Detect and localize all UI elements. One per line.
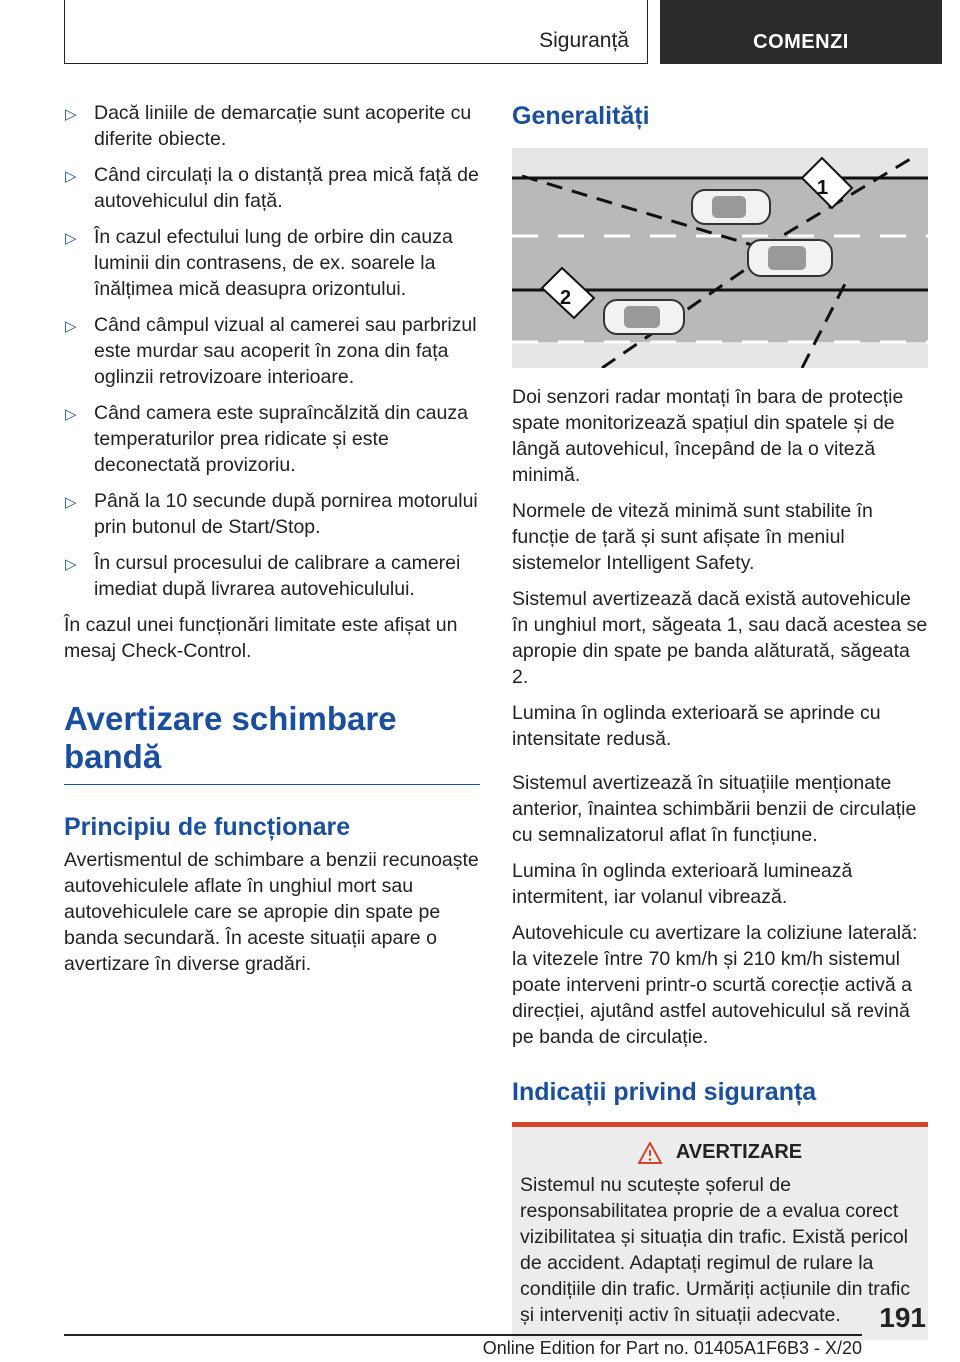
- limitations-list: [64, 100, 480, 602]
- triangle-bullet-icon: ▷: [65, 106, 77, 123]
- principle-heading: Principiu de funcționare: [64, 813, 351, 841]
- warning-triangle-icon: [638, 1142, 662, 1164]
- right-column: [512, 100, 928, 1340]
- page-number: 191: [879, 1302, 926, 1333]
- chapter-title: Avertizare schimbare bandă: [64, 700, 480, 785]
- triangle-bullet-icon: ▷: [65, 168, 77, 185]
- car-approaching: [604, 300, 684, 334]
- warning-box: [512, 1122, 928, 1340]
- paragraph: Sistemul avertizează dacă există autovehicule în unghiul mort, săgeata 1, sau dacă acestea se apropie din spate pe banda alăturată, săgeata 2.: [512, 588, 928, 688]
- list-item: ▷ Când circulați la o distanță prea mică față de autovehiculul din față.: [65, 164, 479, 212]
- road-illustration: [512, 148, 928, 368]
- header-chapter-tab[interactable]: COMENZI: [660, 0, 942, 64]
- list-item: ▷ Dacă liniile de demarcație sunt acoperite cu diferite obiecte.: [65, 102, 472, 150]
- arrow-2-label: 2: [560, 287, 572, 309]
- header-section-title: Siguranță: [539, 29, 629, 52]
- principle-text: Avertismentul de schimbare a benzii recunoaște autovehiculele aflate în unghiul mort sau autovehiculele care se apropie din spate pe banda secundară. În aceste situații apare o avertizare în diverse gradări.: [64, 849, 479, 975]
- warning-title: AVERTIZARE: [675, 1141, 803, 1163]
- warning-title-row: [520, 1141, 920, 1164]
- car-blind-spot: [692, 190, 770, 224]
- footer-divider: [64, 1334, 862, 1336]
- paragraph: Normele de viteză minimă sunt stabilite în funcție de țară și sunt afișate în meniul sistemelor Intelligent Safety.: [512, 500, 873, 574]
- list-item: ▷ Când camera este supraîncălzită din cauza temperaturilor prea ridicate și este deconectată provizoriu.: [65, 402, 468, 476]
- car-own-vehicle: [748, 240, 832, 276]
- list-item: ▷ În cursul procesului de calibrare a camerei imediat după livrarea autovehiculului.: [65, 552, 461, 600]
- triangle-bullet-icon: ▷: [65, 318, 77, 335]
- check-control-note: În cazul unei funcționări limitate este afișat un mesaj Check-Control.: [64, 614, 458, 662]
- lane-change-diagram: [512, 148, 928, 368]
- header-section-box: [64, 0, 648, 64]
- triangle-bullet-icon: ▷: [65, 556, 77, 573]
- list-item: ▷ Când câmpul vizual al camerei sau parbrizul este murdar sau acoperit în zona din fața oglinzii retrovizoare interioare.: [65, 314, 477, 388]
- list-item: ▷ În cazul efectului lung de orbire din cauza luminii din contrasens, de ex. soarele la înălțimea mică deasupra orizontului.: [65, 226, 453, 300]
- general-heading: Generalități: [512, 102, 650, 130]
- triangle-bullet-icon: ▷: [65, 494, 77, 511]
- list-item: ▷ Până la 10 secunde după pornirea motorului prin butonul de Start/Stop.: [65, 490, 478, 538]
- paragraph: Autovehicule cu avertizare la coliziune laterală: la vitezele între 70 km/h și 210 km/h sistemul poate interveni printr-o scurtă corecție activă a direcției, ajutând astfel autovehiculul să revină pe banda de circulație.: [512, 922, 918, 1048]
- safety-heading: Indicații privind siguranța: [512, 1078, 817, 1106]
- paragraph: Doi senzori radar montați în bara de protecție spate monitorizează spațiul din spatele și de lângă autovehicul, începând de la o viteză minimă.: [512, 386, 904, 486]
- arrow-1-label: 1: [817, 177, 829, 199]
- triangle-bullet-icon: ▷: [65, 230, 77, 247]
- warning-text: Sistemul nu scutește șoferul de responsabilitatea proprie de a evalua corect vizibilitatea și situația din trafic. Există pericol de accident. Adaptați regimul de rulare la condițiile din trafic. Urmăriți acțiunile din trafic și interveniți activ în situații adecvate.: [520, 1174, 911, 1326]
- left-column: [64, 100, 480, 987]
- paragraph: Lumina în oglinda exterioară se aprinde cu intensitate redusă.: [512, 702, 881, 750]
- triangle-bullet-icon: ▷: [65, 406, 77, 423]
- paragraph: Lumina în oglinda exterioară luminează intermitent, iar volanul vibrează.: [512, 860, 853, 908]
- paragraph: Sistemul avertizează în situațiile menționate anterior, înaintea schimbării benzii de circulație cu semnalizatorul aflat în funcțiune.: [512, 772, 917, 846]
- footer-edition: Online Edition for Part no. 01405A1F6B3 - X/20: [482, 1338, 862, 1358]
